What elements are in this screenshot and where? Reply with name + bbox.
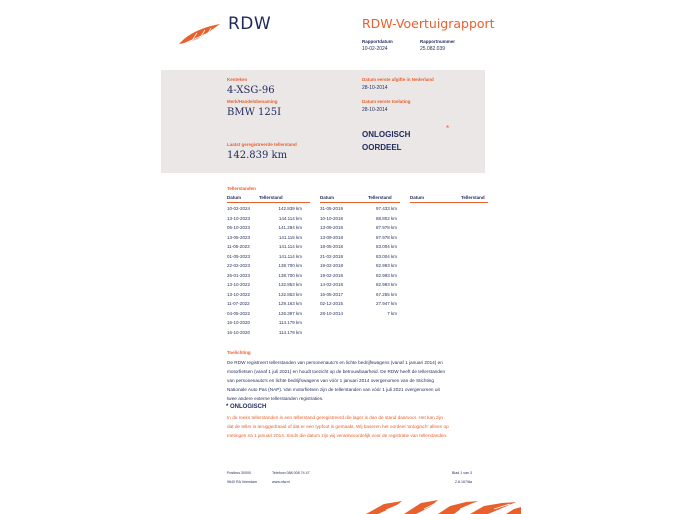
report-number-value: 25.082.039 (420, 46, 446, 52)
odometer-row-reading: 114.179 km (278, 329, 302, 335)
odometer-section-title: Tellerstanden (227, 186, 256, 191)
odometer-row-date: 16-05-2017 (320, 291, 344, 297)
odometer-row-date: 01-05-2023 (227, 253, 251, 259)
plate-value: 4-XSG-96 (227, 85, 275, 96)
odometer-row-date: 28-10-2014 (320, 310, 344, 316)
odometer-row-date: 13-10-2022 (227, 291, 251, 297)
footer-stripes-graphic (366, 498, 521, 514)
verdict (362, 128, 410, 154)
footer-page-number: Blad 1 van 3 (452, 471, 472, 475)
col3-reading-header: Tellerstand (461, 195, 485, 200)
col1-reading-header: Tellerstand (259, 195, 283, 200)
odometer-row-date: 11-05-2023 (227, 244, 250, 249)
footer-phone: Telefoon 088 008 74 47 (272, 471, 310, 475)
col2-header-rule (320, 202, 400, 203)
odometer-row-date: 19-02-2018 (320, 263, 344, 268)
odometer-row-reading: 142.839 km (278, 206, 302, 211)
odometer-row-reading: 83.004 km (375, 244, 397, 249)
onlogisch-heading: * ONLOGISCH (226, 404, 267, 410)
odometer-row-date: 13-10-2023 (227, 215, 251, 221)
explanation-title: Toelichting (227, 350, 251, 355)
odometer-row-date: 02-12-2015 (320, 301, 344, 306)
odometer-row-date: 10-10-2018 (320, 215, 344, 221)
report-date-value: 10-02-2024 (362, 46, 388, 52)
odometer-row-date: 26-01-2023 (227, 272, 251, 278)
plate-label: Kenteken (227, 77, 248, 82)
odometer-row-date: 13-10-2022 (227, 282, 251, 287)
odometer-row-reading: 138.700 km (278, 263, 302, 268)
odometer-row-date: 13-09-2018 (320, 225, 344, 230)
odometer-row-date: 16-10-2020 (227, 320, 251, 325)
explanation-line: twee andere externe tellerstanden registraties. (227, 396, 324, 401)
odometer-row-reading: 7 km (387, 310, 397, 316)
odometer-row-date: 13-05-2023 (227, 234, 251, 240)
odometer-row-reading: 82.993 km (375, 282, 397, 287)
logo-text: RDW (228, 14, 272, 34)
onlogisch-line: dat de teller is teruggedraaid of dat er een typfout is gemaakt. Wij baseren het oordeel 'onlogisch' alleen op (227, 424, 449, 429)
make-label: Merk/Handelsbenaming (227, 99, 278, 104)
odometer-row-reading: 144.114 km (278, 215, 302, 221)
odometer-row-reading: 87.978 km (375, 225, 397, 230)
verdict-line-2: OORDEEL (362, 143, 402, 152)
col2-date-header: Datum (320, 195, 335, 200)
odometer-row-reading: 138.700 km (278, 272, 302, 278)
odometer-row-date: 21-02-2018 (320, 253, 344, 259)
onlogisch-line: metingen na 1 januari 2014. Sinds die datum zijn wij verantwoordelijk voor de registratie van tellerstanden. (227, 433, 448, 438)
document-title: RDW-Voertuigrapport (362, 16, 495, 31)
col1-header-rule (227, 202, 310, 203)
odometer-row-reading: 141.114 km (278, 244, 302, 249)
first-admission-value: 28-10-2014 (362, 107, 388, 113)
odometer-row-reading: 82.993 km (375, 272, 397, 278)
make-value: BMW 125I (227, 107, 282, 118)
odometer-row-reading: 114.179 km (278, 320, 302, 325)
odometer-row-date: 19-02-2018 (320, 272, 344, 278)
explanation-paragraph (227, 358, 497, 403)
odometer-row-date: 11-07-2022 (227, 301, 250, 306)
rdw-wing-logo (177, 23, 221, 45)
odometer-row-reading: 97.433 km (375, 206, 397, 211)
odometer-row-reading: 67.255 km (375, 291, 397, 297)
report-number-label: Rapportnummer (420, 39, 456, 44)
footer-version: 2.8.167/8a (455, 480, 472, 484)
odometer-row-date: 16-10-2020 (227, 329, 251, 335)
explanation-line: van personenauto's en lichte bedrijfswagens van vóór 1 januari 2014 overgenomen van de Stichting (227, 378, 435, 383)
report-date-label: Rapportdatum (362, 39, 393, 44)
footer-city: 9640 RA Veendam (227, 480, 257, 484)
verdict-line-1: ONLOGISCH (362, 130, 411, 139)
explanation-line: De RDW registreert tellerstanden van personenauto's en lichte bedrijfswagens (vanaf 1 januari 2014) en (227, 360, 443, 365)
first-registration-nl-value: 28-10-2014 (362, 85, 388, 91)
odometer-row-reading: 83.004 km (375, 253, 397, 259)
odometer-row-date: 18-05-2018 (320, 244, 344, 249)
col2-reading-header: Tellerstand (368, 195, 392, 200)
odometer-row-reading: 141.114 km (278, 253, 302, 259)
vehicle-summary-panel (161, 70, 485, 173)
odometer-row-reading: 126.397 km (278, 310, 302, 316)
first-admission-label: Datum eerste toelating (362, 99, 411, 104)
odometer-row-date: 05-10-2023 (227, 225, 251, 230)
col3-header-rule (410, 202, 488, 203)
odometer-row-reading: 141.294 km (278, 225, 302, 230)
odometer-label: Laatst geregistreerde tellerstand (227, 142, 297, 147)
odometer-row-reading: 88.802 km (375, 215, 397, 221)
col3-date-header: Datum (410, 195, 425, 200)
odometer-row-reading: 82.993 km (375, 263, 397, 268)
footer-postbus: Postbus 30000 (227, 471, 251, 475)
onlogisch-line: In de reeks tellerstanden is een tellerstand geregistreerd die lager is dan de stand daarvoor. Het kan zijn (227, 415, 444, 420)
col1-date-header: Datum (227, 195, 242, 200)
first-registration-nl-label: Datum eerste afgifte in Nederland (362, 77, 434, 82)
onlogisch-paragraph (227, 413, 497, 440)
odometer-row-reading: 132.853 km (278, 282, 302, 287)
odometer-row-date: 14-02-2018 (320, 282, 344, 287)
odometer-row-date: 04-05-2022 (227, 310, 251, 316)
odometer-row-reading: 132.853 km (278, 291, 302, 297)
odometer-row-reading: 129.163 km (278, 301, 302, 306)
explanation-line: motorfietsen (vanaf 1 juli 2021) en houdt toezicht op de betrouwbaarheid. De RDW heeft de tellerstanden (227, 369, 446, 374)
odometer-row-date: 31-05-2019 (320, 206, 344, 211)
odometer-value: 142.839 km (227, 150, 288, 161)
odometer-row-reading: 87.978 km (375, 234, 397, 240)
odometer-row-reading: 141.115 km (278, 234, 302, 240)
explanation-line: Nationale Auto Pas (NAP). Van motorfietsen zijn de tellerstanden van vóór 1 juli 2021 overgenomen uit (227, 387, 440, 392)
odometer-row-date: 13-09-2018 (320, 234, 344, 240)
odometer-row-date: 22-02-2023 (227, 263, 251, 268)
footer-website[interactable]: www.rdw.nl (272, 480, 290, 484)
verdict-asterisk: * (446, 124, 450, 133)
odometer-row-date: 10-02-2024 (227, 206, 251, 211)
odometer-row-reading: 27.947 km (375, 301, 397, 306)
